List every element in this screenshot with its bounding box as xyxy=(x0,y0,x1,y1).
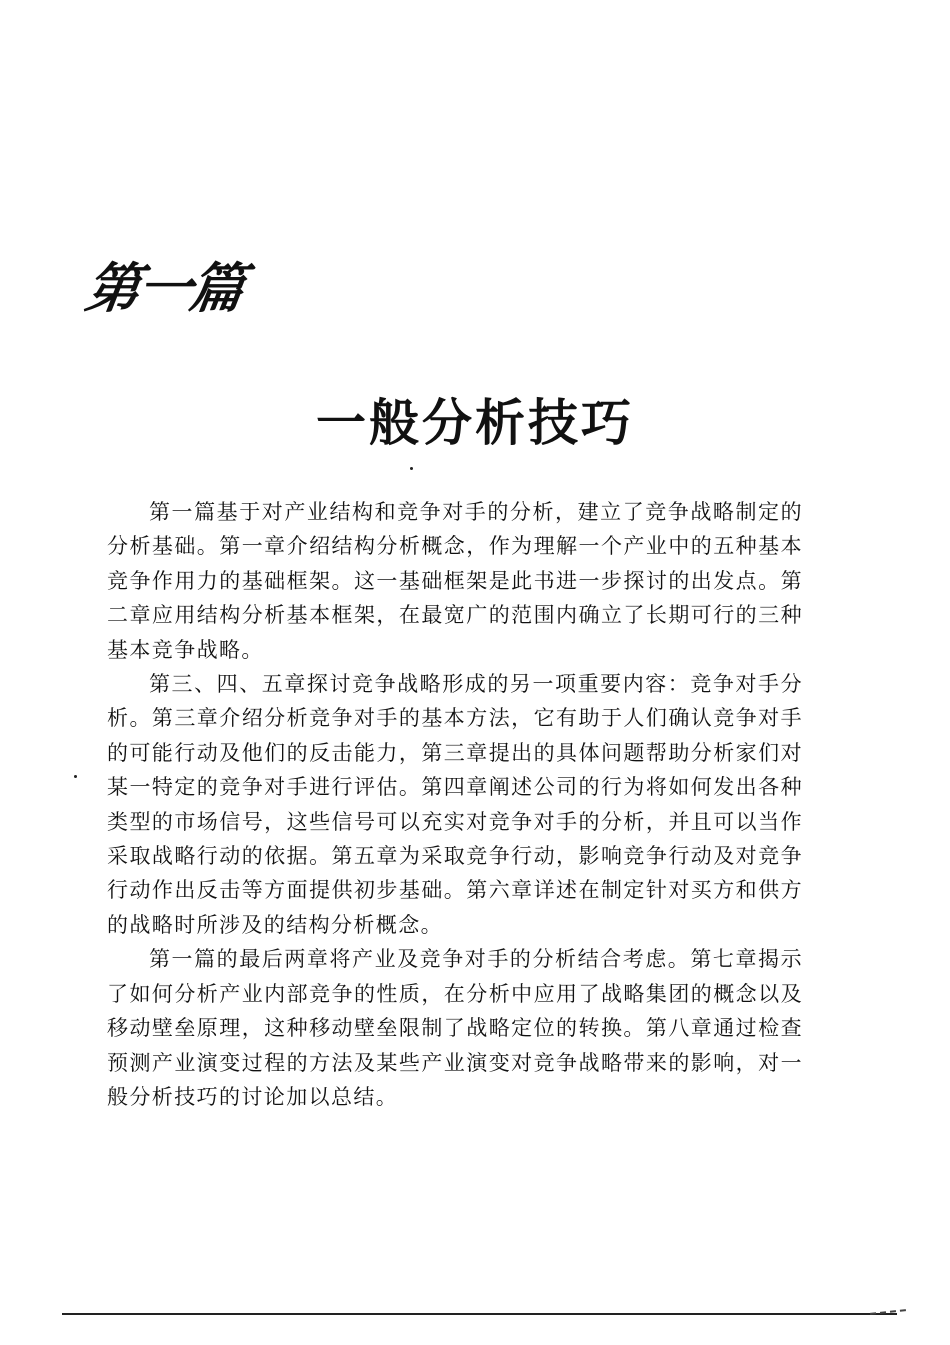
scan-speck xyxy=(410,467,413,470)
body-text xyxy=(107,495,803,1114)
paragraph: 第三、四、五章探讨竞争战略形成的另一项重要内容：竞争对手分析。第三章介绍分析竞争对手的基本方法，它有助于人们确认竞争对手的可能行动及他们的反击能力，第三章提出的具体问题帮助分析家们对某一特定的竞争对手进行评估。第四章阐述公司的行为将如何发出各种类型的市场信号，这些信号可以充实对竞争对手的分析，并且可以当作采取战略行动的依据。第五章为采取竞争行动，影响竞争行动及对竞争行动作出反击等方面提供初步基础。第六章详述在制定针对买方和供方的战略时所涉及的结构分析概念。 xyxy=(107,672,803,937)
part-title: 一般分析技巧 xyxy=(316,394,634,452)
footer-rule xyxy=(62,1313,897,1315)
paragraph: 第一篇的最后两章将产业及竞争对手的分析结合考虑。第七章揭示了如何分析产业内部竞争的性质，在分析中应用了战略集团的概念以及移动壁垒原理，这种移动壁垒限制了战略定位的转换。第八章通过检查预测产业演变过程的方法及某些产业演变对竞争战略带来的影响，对一般分析技巧的讨论加以总结。 xyxy=(107,947,803,1109)
part-label: 第一篇 xyxy=(81,257,247,320)
paragraph: 第一篇基于对产业结构和竞争对手的分析，建立了竞争战略制定的分析基础。第一章介绍结构分析概念，作为理解一个产业中的五种基本竞争作用力的基础框架。这一基础框架是此书进一步探讨的出发点。第二章应用结构分析基本框架，在最宽广的范围内确立了长期可行的三种基本竞争战略。 xyxy=(107,500,803,662)
scan-speck xyxy=(74,775,77,778)
